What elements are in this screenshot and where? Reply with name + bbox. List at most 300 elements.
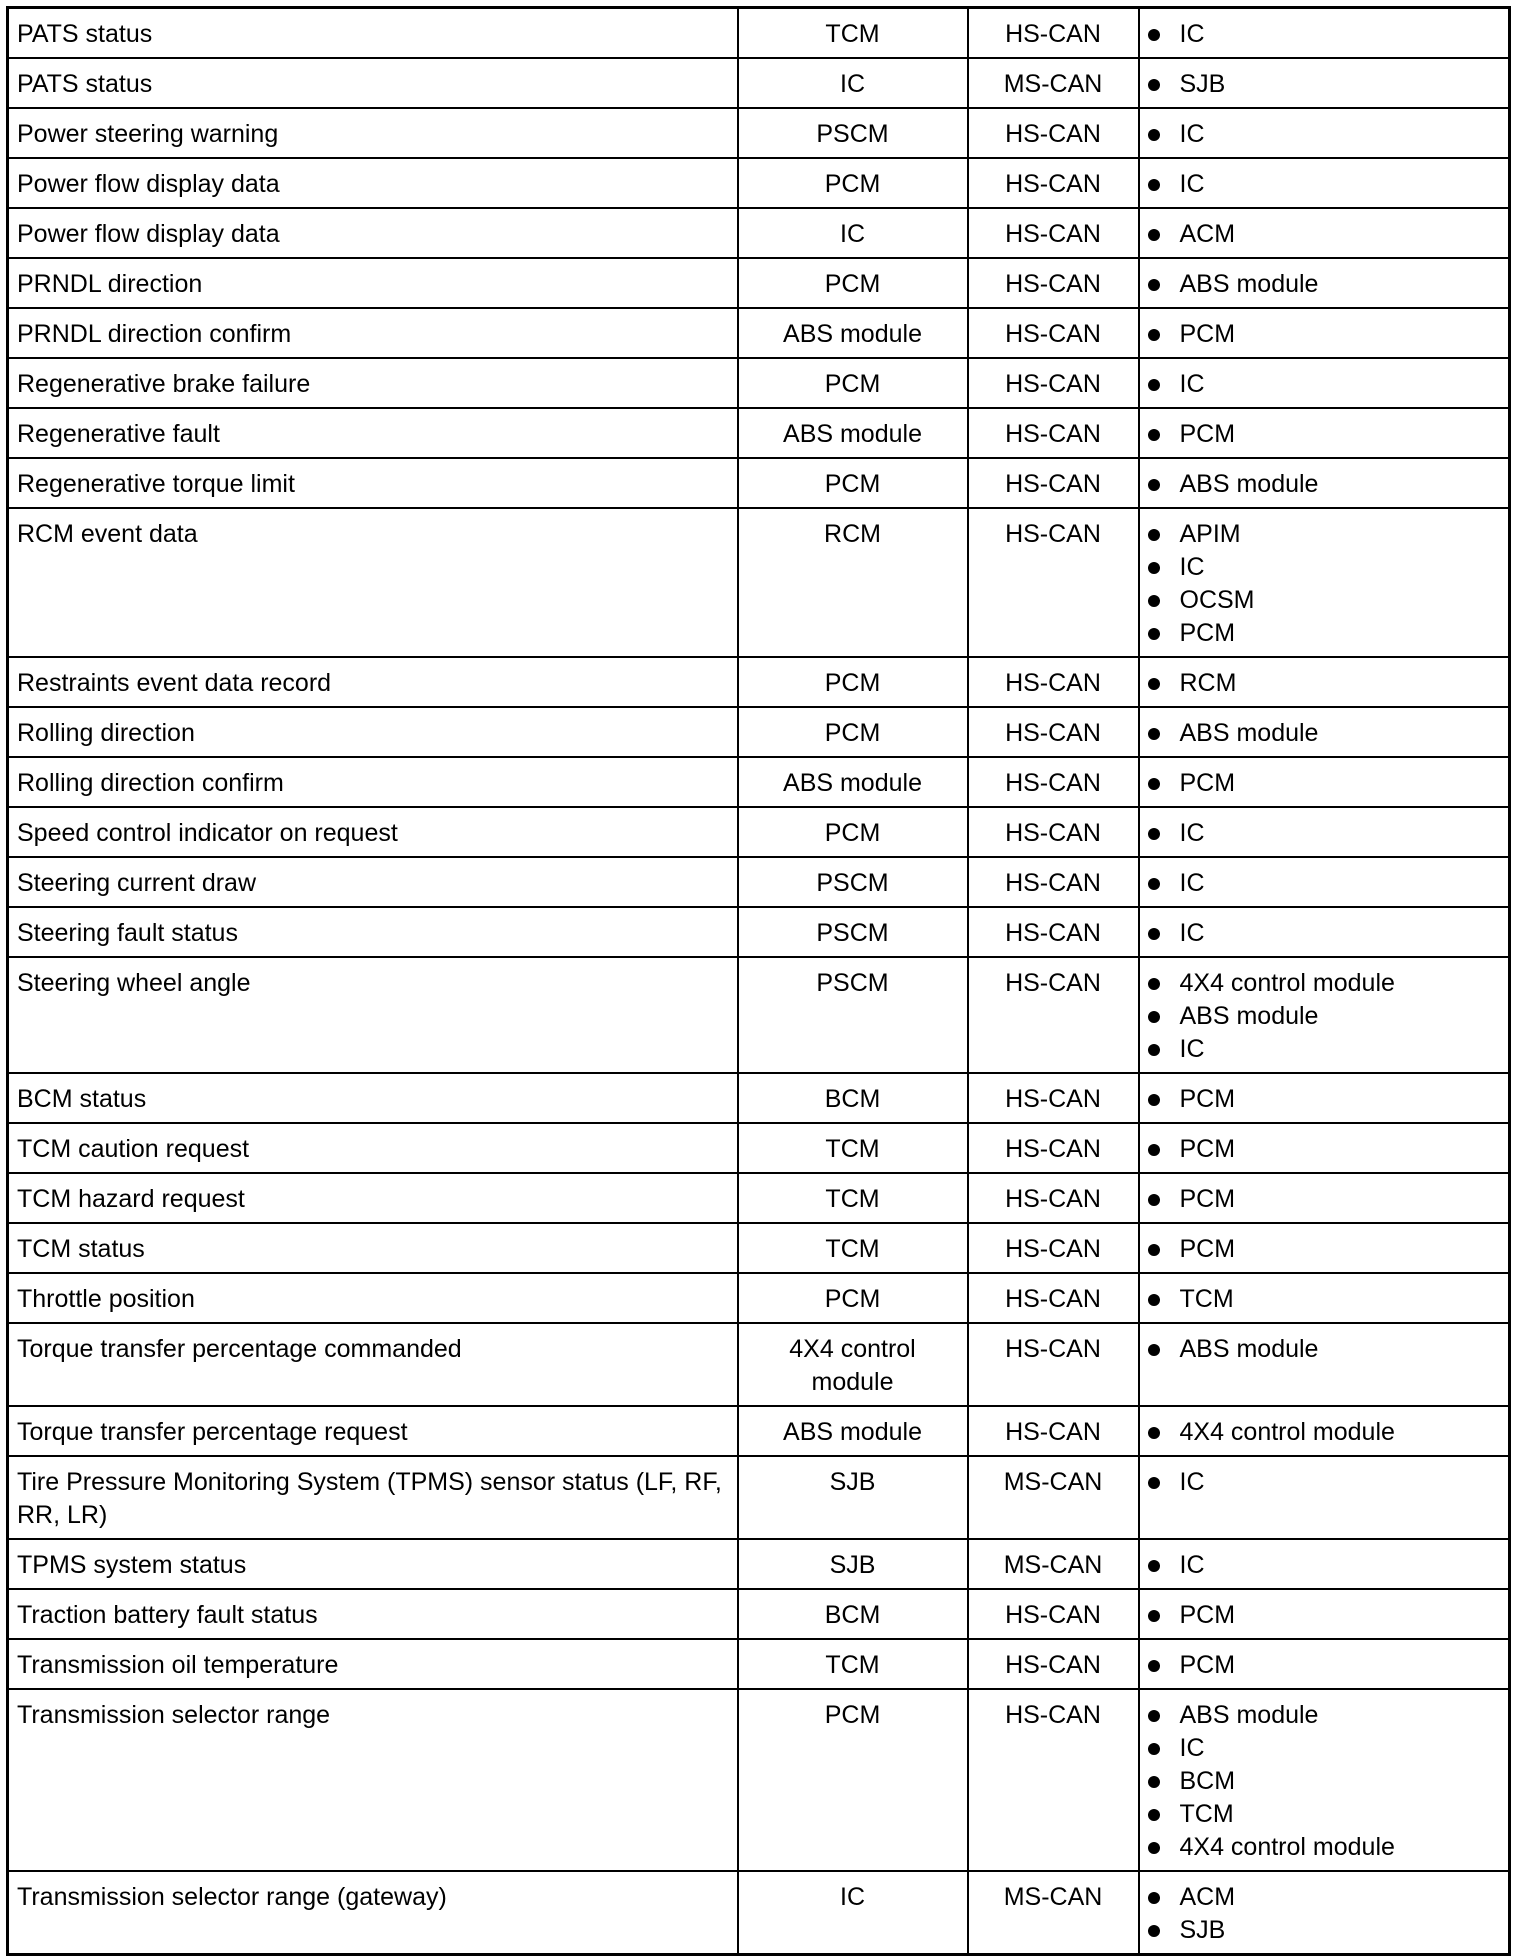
receiver-item [1148, 68, 1501, 101]
network-cell: HS-CAN [968, 308, 1139, 358]
originator-cell: SJB [738, 1456, 968, 1539]
receiver-list [1148, 1466, 1501, 1499]
network-cell: HS-CAN [968, 1123, 1139, 1173]
receivers-cell [1139, 458, 1510, 508]
receiver-list [1148, 817, 1501, 850]
receiver-label: ABS module [1179, 270, 1319, 298]
receiver-list [1148, 967, 1501, 1066]
originator-cell: BCM [738, 1073, 968, 1123]
receiver-label: PCM [1179, 1085, 1236, 1113]
receiver-item [1148, 867, 1501, 900]
receiver-item [1148, 617, 1501, 650]
receiver-item [1148, 1333, 1501, 1366]
message-cell: TPMS system status [8, 1539, 738, 1589]
bullet-icon [1148, 1344, 1160, 1356]
table-row [8, 1173, 1510, 1223]
message-cell: Regenerative brake failure [8, 358, 738, 408]
bullet-icon [1148, 179, 1160, 191]
table-row [8, 158, 1510, 208]
receiver-list [1148, 118, 1501, 151]
receiver-list [1148, 1183, 1501, 1216]
table-row [8, 1123, 1510, 1173]
receiver-item [1148, 1033, 1501, 1066]
receiver-item [1148, 1765, 1501, 1798]
receiver-label: PCM [1179, 769, 1236, 797]
bullet-icon [1148, 1294, 1160, 1306]
receivers-cell [1139, 358, 1510, 408]
receiver-item [1148, 368, 1501, 401]
receiver-label: ABS module [1179, 719, 1319, 747]
receiver-item [1148, 168, 1501, 201]
receiver-item [1148, 268, 1501, 301]
receivers-cell [1139, 1871, 1510, 1955]
receivers-cell [1139, 857, 1510, 907]
receiver-list [1148, 1233, 1501, 1266]
originator-cell: RCM [738, 508, 968, 657]
receiver-list [1148, 767, 1501, 800]
originator-cell: SJB [738, 1539, 968, 1589]
message-cell: PATS status [8, 8, 738, 59]
bullet-icon [1148, 628, 1160, 640]
receivers-cell [1139, 1406, 1510, 1456]
bullet-icon [1148, 1892, 1160, 1904]
originator-cell: ABS module [738, 408, 968, 458]
originator-cell: PSCM [738, 857, 968, 907]
table-row [8, 807, 1510, 857]
receiver-item [1148, 1914, 1501, 1947]
receivers-cell [1139, 707, 1510, 757]
message-cell: Transmission selector range [8, 1689, 738, 1871]
receiver-label: ACM [1179, 1883, 1236, 1911]
network-cell: HS-CAN [968, 358, 1139, 408]
bullet-icon [1148, 595, 1160, 607]
table-row [8, 1689, 1510, 1871]
receiver-label: APIM [1179, 520, 1241, 548]
message-cell: Power flow display data [8, 158, 738, 208]
network-cell: HS-CAN [968, 1406, 1139, 1456]
receiver-label: 4X4 control module [1179, 1418, 1395, 1446]
message-cell: Torque transfer percentage request [8, 1406, 738, 1456]
table-row [8, 508, 1510, 657]
bullet-icon [1148, 1925, 1160, 1937]
table-row [8, 358, 1510, 408]
message-cell: TCM status [8, 1223, 738, 1273]
network-cell: MS-CAN [968, 1456, 1139, 1539]
receiver-item [1148, 817, 1501, 850]
table-row [8, 757, 1510, 807]
message-cell: TCM hazard request [8, 1173, 738, 1223]
bullet-icon [1148, 1144, 1160, 1156]
bullet-icon [1148, 778, 1160, 790]
bullet-icon [1148, 1842, 1160, 1854]
message-cell: Transmission selector range (gateway) [8, 1871, 738, 1955]
table-row [8, 857, 1510, 907]
originator-cell: PCM [738, 657, 968, 707]
receiver-label: RCM [1179, 669, 1237, 697]
receiver-list [1148, 1133, 1501, 1166]
receiver-label: 4X4 control module [1179, 969, 1395, 997]
network-cell: HS-CAN [968, 1073, 1139, 1123]
network-cell: HS-CAN [968, 1589, 1139, 1639]
receiver-label: IC [1179, 919, 1205, 947]
bullet-icon [1148, 129, 1160, 141]
message-cell: Tire Pressure Monitoring System (TPMS) sensor status (LF, RF, RR, LR) [8, 1456, 738, 1539]
bullet-icon [1148, 329, 1160, 341]
table-row [8, 1589, 1510, 1639]
receivers-cell [1139, 208, 1510, 258]
originator-cell: ABS module [738, 1406, 968, 1456]
originator-cell: PCM [738, 1689, 968, 1871]
bullet-icon [1148, 678, 1160, 690]
receiver-list [1148, 917, 1501, 950]
receivers-cell [1139, 308, 1510, 358]
message-cell: Power flow display data [8, 208, 738, 258]
receiver-list [1148, 368, 1501, 401]
receiver-item [1148, 551, 1501, 584]
receiver-label: IC [1179, 553, 1205, 581]
originator-cell: PCM [738, 707, 968, 757]
table-row [8, 208, 1510, 258]
receiver-list [1148, 667, 1501, 700]
originator-cell: PCM [738, 807, 968, 857]
bullet-icon [1148, 1094, 1160, 1106]
message-cell: Rolling direction [8, 707, 738, 757]
network-cell: MS-CAN [968, 58, 1139, 108]
receivers-cell [1139, 907, 1510, 957]
network-cell: HS-CAN [968, 957, 1139, 1073]
receiver-item [1148, 1732, 1501, 1765]
network-cell: HS-CAN [968, 657, 1139, 707]
receiver-item [1148, 1183, 1501, 1216]
receiver-list [1148, 218, 1501, 251]
message-cell: Power steering warning [8, 108, 738, 158]
network-cell: HS-CAN [968, 1323, 1139, 1406]
network-cell: HS-CAN [968, 408, 1139, 458]
message-cell: PRNDL direction confirm [8, 308, 738, 358]
bullet-icon [1148, 1743, 1160, 1755]
originator-cell: PSCM [738, 957, 968, 1073]
receiver-label: SJB [1179, 1916, 1226, 1944]
receiver-list [1148, 1599, 1501, 1632]
receivers-cell [1139, 408, 1510, 458]
receiver-label: PCM [1179, 1235, 1236, 1263]
receiver-item [1148, 917, 1501, 950]
receiver-label: PCM [1179, 1135, 1236, 1163]
network-cell: HS-CAN [968, 208, 1139, 258]
network-cell: HS-CAN [968, 1173, 1139, 1223]
bullet-icon [1148, 229, 1160, 241]
network-cell: HS-CAN [968, 1273, 1139, 1323]
originator-cell: TCM [738, 8, 968, 59]
receivers-cell [1139, 1456, 1510, 1539]
network-cell: HS-CAN [968, 458, 1139, 508]
originator-cell: TCM [738, 1223, 968, 1273]
bullet-icon [1148, 429, 1160, 441]
table-row [8, 1223, 1510, 1273]
network-message-table-page [6, 6, 1508, 1956]
receiver-list [1148, 1083, 1501, 1116]
table-row [8, 1323, 1510, 1406]
receiver-label: IC [1179, 869, 1205, 897]
receiver-item [1148, 717, 1501, 750]
bullet-icon [1148, 1710, 1160, 1722]
receiver-item [1148, 1466, 1501, 1499]
receiver-label: SJB [1179, 70, 1226, 98]
receiver-label: PCM [1179, 420, 1236, 448]
receiver-item [1148, 1000, 1501, 1033]
receivers-cell [1139, 1273, 1510, 1323]
bullet-icon [1148, 1427, 1160, 1439]
bullet-icon [1148, 1610, 1160, 1622]
network-cell: HS-CAN [968, 1639, 1139, 1689]
receiver-label: PCM [1179, 1601, 1236, 1629]
bullet-icon [1148, 79, 1160, 91]
receiver-label: TCM [1179, 1285, 1234, 1313]
receiver-list [1148, 867, 1501, 900]
message-cell: Rolling direction confirm [8, 757, 738, 807]
originator-cell: PCM [738, 258, 968, 308]
receiver-list [1148, 1649, 1501, 1682]
message-cell: PRNDL direction [8, 258, 738, 308]
message-cell: Torque transfer percentage commanded [8, 1323, 738, 1406]
network-cell: HS-CAN [968, 1689, 1139, 1871]
receiver-item [1148, 1549, 1501, 1582]
receiver-label: PCM [1179, 1651, 1236, 1679]
network-cell: HS-CAN [968, 1223, 1139, 1273]
message-cell: Steering fault status [8, 907, 738, 957]
table-row [8, 1073, 1510, 1123]
receiver-item [1148, 667, 1501, 700]
receivers-cell [1139, 1589, 1510, 1639]
receiver-item [1148, 518, 1501, 551]
bullet-icon [1148, 562, 1160, 574]
receivers-cell [1139, 1539, 1510, 1589]
receiver-list [1148, 18, 1501, 51]
message-cell: BCM status [8, 1073, 738, 1123]
table-row [8, 1871, 1510, 1955]
receiver-list [1148, 1549, 1501, 1582]
network-cell: HS-CAN [968, 8, 1139, 59]
receiver-label: IC [1179, 1035, 1205, 1063]
receiver-list [1148, 1333, 1501, 1366]
bullet-icon [1148, 1560, 1160, 1572]
network-cell: MS-CAN [968, 1871, 1139, 1955]
receivers-cell [1139, 807, 1510, 857]
receiver-item [1148, 1798, 1501, 1831]
receiver-list [1148, 1699, 1501, 1864]
receivers-cell [1139, 8, 1510, 59]
receiver-label: ACM [1179, 220, 1236, 248]
receiver-item [1148, 1283, 1501, 1316]
receiver-list [1148, 68, 1501, 101]
receiver-list [1148, 418, 1501, 451]
network-cell: HS-CAN [968, 857, 1139, 907]
receiver-item [1148, 1831, 1501, 1864]
originator-cell: IC [738, 208, 968, 258]
receiver-label: PCM [1179, 1185, 1236, 1213]
bullet-icon [1148, 1477, 1160, 1489]
receivers-cell [1139, 1323, 1510, 1406]
bullet-icon [1148, 728, 1160, 740]
receiver-label: IC [1179, 819, 1205, 847]
originator-cell: IC [738, 1871, 968, 1955]
receiver-label: BCM [1179, 1767, 1236, 1795]
receivers-cell [1139, 108, 1510, 158]
table-row [8, 1456, 1510, 1539]
receiver-item [1148, 1649, 1501, 1682]
table-row [8, 258, 1510, 308]
receiver-list [1148, 168, 1501, 201]
receivers-cell [1139, 258, 1510, 308]
bullet-icon [1148, 1776, 1160, 1788]
receiver-label: IC [1179, 120, 1205, 148]
bullet-icon [1148, 1809, 1160, 1821]
receivers-cell [1139, 158, 1510, 208]
receiver-list [1148, 1416, 1501, 1449]
originator-cell: PSCM [738, 907, 968, 957]
receiver-label: IC [1179, 1468, 1205, 1496]
message-cell: Restraints event data record [8, 657, 738, 707]
receiver-item [1148, 1599, 1501, 1632]
receiver-label: PCM [1179, 619, 1236, 647]
receivers-cell [1139, 1123, 1510, 1173]
table-body [8, 8, 1510, 1955]
bullet-icon [1148, 29, 1160, 41]
table-row [8, 657, 1510, 707]
message-cell: Steering wheel angle [8, 957, 738, 1073]
originator-cell: PCM [738, 458, 968, 508]
receiver-item [1148, 967, 1501, 1000]
network-cell: HS-CAN [968, 707, 1139, 757]
originator-cell: PCM [738, 158, 968, 208]
network-message-table [6, 6, 1511, 1956]
receiver-item [1148, 468, 1501, 501]
table-row [8, 1406, 1510, 1456]
table-row [8, 907, 1510, 957]
originator-cell: TCM [738, 1639, 968, 1689]
receiver-label: OCSM [1179, 586, 1255, 614]
bullet-icon [1148, 529, 1160, 541]
receiver-list [1148, 1283, 1501, 1316]
bullet-icon [1148, 1044, 1160, 1056]
table-row [8, 1273, 1510, 1323]
network-cell: HS-CAN [968, 508, 1139, 657]
bullet-icon [1148, 1194, 1160, 1206]
receiver-item [1148, 318, 1501, 351]
table-row [8, 58, 1510, 108]
receiver-item [1148, 584, 1501, 617]
network-cell: HS-CAN [968, 258, 1139, 308]
receiver-item [1148, 767, 1501, 800]
receiver-item [1148, 118, 1501, 151]
receiver-label: IC [1179, 1734, 1205, 1762]
table-row [8, 957, 1510, 1073]
network-cell: HS-CAN [968, 907, 1139, 957]
originator-cell: TCM [738, 1123, 968, 1173]
table-row [8, 1639, 1510, 1689]
receiver-item [1148, 1233, 1501, 1266]
originator-cell: PCM [738, 1273, 968, 1323]
receivers-cell [1139, 508, 1510, 657]
receiver-list [1148, 468, 1501, 501]
receiver-list [1148, 717, 1501, 750]
bullet-icon [1148, 928, 1160, 940]
originator-cell: PCM [738, 358, 968, 408]
originator-cell: IC [738, 58, 968, 108]
receiver-list [1148, 268, 1501, 301]
bullet-icon [1148, 1011, 1160, 1023]
receiver-item [1148, 1699, 1501, 1732]
originator-cell: ABS module [738, 757, 968, 807]
receiver-item [1148, 1133, 1501, 1166]
originator-cell: TCM [738, 1173, 968, 1223]
table-row [8, 1539, 1510, 1589]
receiver-label: IC [1179, 1551, 1205, 1579]
network-cell: HS-CAN [968, 158, 1139, 208]
originator-cell: BCM [738, 1589, 968, 1639]
table-row [8, 707, 1510, 757]
bullet-icon [1148, 379, 1160, 391]
receiver-label: IC [1179, 170, 1205, 198]
bullet-icon [1148, 978, 1160, 990]
receiver-list [1148, 518, 1501, 650]
receiver-list [1148, 1881, 1501, 1947]
receiver-label: PCM [1179, 320, 1236, 348]
bullet-icon [1148, 479, 1160, 491]
originator-cell: ABS module [738, 308, 968, 358]
receivers-cell [1139, 1073, 1510, 1123]
table-row [8, 458, 1510, 508]
originator-cell: PSCM [738, 108, 968, 158]
message-cell: Regenerative torque limit [8, 458, 738, 508]
receivers-cell [1139, 1689, 1510, 1871]
bullet-icon [1148, 279, 1160, 291]
originator-cell: 4X4 control module [738, 1323, 968, 1406]
message-cell: Transmission oil temperature [8, 1639, 738, 1689]
message-cell: Steering current draw [8, 857, 738, 907]
message-cell: TCM caution request [8, 1123, 738, 1173]
receiver-item [1148, 1083, 1501, 1116]
table-row [8, 8, 1510, 59]
message-cell: PATS status [8, 58, 738, 108]
receiver-item [1148, 218, 1501, 251]
receivers-cell [1139, 1173, 1510, 1223]
bullet-icon [1148, 1244, 1160, 1256]
receiver-label: ABS module [1179, 1335, 1319, 1363]
receiver-label: ABS module [1179, 1002, 1319, 1030]
message-cell: Speed control indicator on request [8, 807, 738, 857]
receivers-cell [1139, 957, 1510, 1073]
receiver-item [1148, 18, 1501, 51]
network-cell: HS-CAN [968, 108, 1139, 158]
receiver-label: ABS module [1179, 470, 1319, 498]
network-cell: HS-CAN [968, 757, 1139, 807]
network-cell: MS-CAN [968, 1539, 1139, 1589]
receiver-item [1148, 418, 1501, 451]
receivers-cell [1139, 1223, 1510, 1273]
bullet-icon [1148, 1660, 1160, 1672]
receivers-cell [1139, 757, 1510, 807]
receiver-item [1148, 1416, 1501, 1449]
network-cell: HS-CAN [968, 807, 1139, 857]
table-row [8, 108, 1510, 158]
table-row [8, 308, 1510, 358]
message-cell: Regenerative fault [8, 408, 738, 458]
message-cell: Traction battery fault status [8, 1589, 738, 1639]
receivers-cell [1139, 58, 1510, 108]
receivers-cell [1139, 657, 1510, 707]
receiver-label: ABS module [1179, 1701, 1319, 1729]
